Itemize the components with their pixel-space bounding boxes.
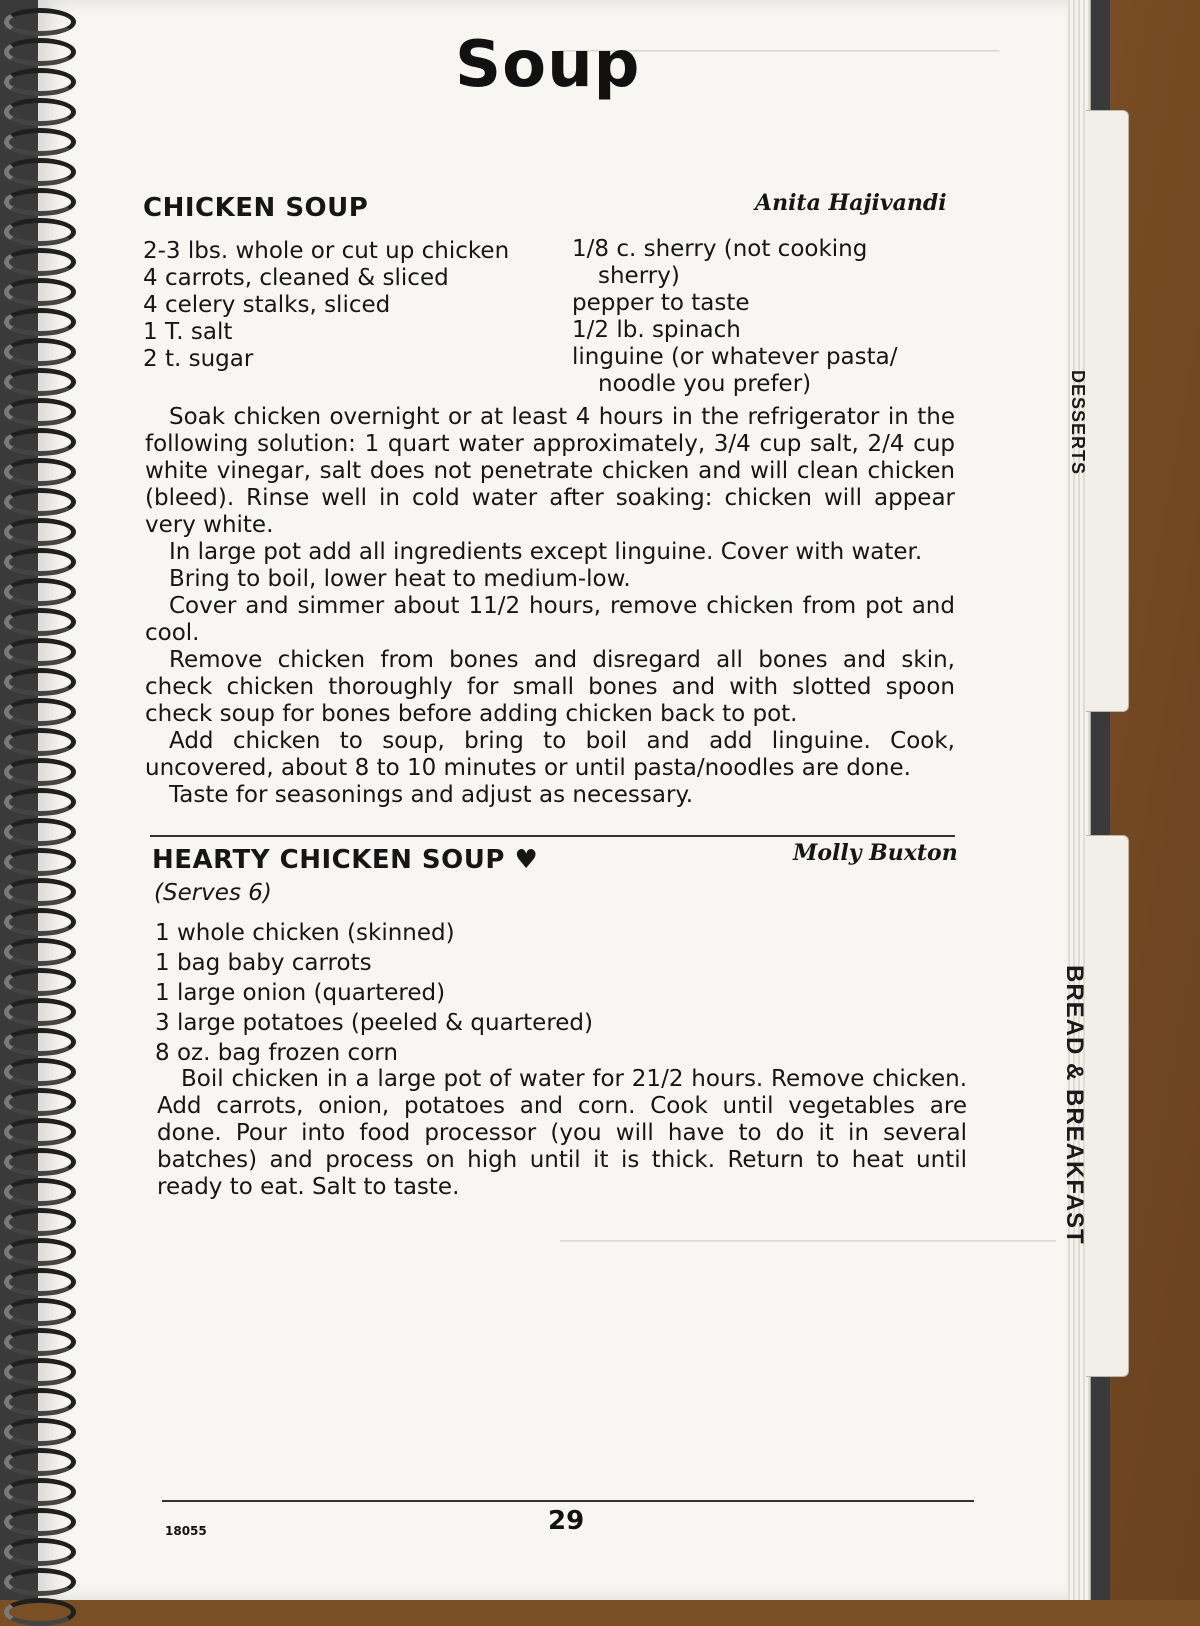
spiral-coil [4, 968, 76, 996]
spiral-coil [4, 248, 76, 276]
spiral-coil [4, 638, 76, 666]
show-through-text: ─────────────────────────────────── [560, 1230, 1056, 1252]
spiral-coil [4, 1538, 76, 1566]
tab-bread-breakfast[interactable] [1086, 835, 1129, 1377]
spiral-coil [4, 1598, 76, 1626]
spiral-coil [4, 998, 76, 1026]
ingredient-item: 3 large potatoes (peeled & quartered) [155, 1010, 593, 1036]
spiral-coil [4, 908, 76, 936]
spiral-coil [4, 158, 76, 186]
footer-rule [162, 1500, 974, 1502]
spiral-coil [4, 548, 76, 576]
recipe-directions: Boil chicken in a large pot of water for 21/2 hours. Remove chicken. Add carrots, onion, potatoes and corn. Cook until vegetables are done. Pour into food processor (you will have to do it in several batches) and process on high until it is thick. Return to heat until ready to eat. Salt to taste. [157, 1066, 967, 1200]
ingredient-item: 4 celery stalks, sliced [143, 292, 391, 318]
tab-label-bread-breakfast[interactable]: BREAD & BREAKFAST [1061, 965, 1088, 1245]
ingredient-item: 1/8 c. sherry (not cooking [572, 236, 868, 262]
spiral-coil [4, 1388, 76, 1416]
spiral-coil [4, 1238, 76, 1266]
ingredient-item: 8 oz. bag frozen corn [155, 1040, 398, 1066]
spiral-coil [4, 758, 76, 786]
ingredient-item: 1 whole chicken (skinned) [155, 920, 455, 946]
ingredient-item: 1 T. salt [143, 319, 233, 345]
ingredient-item: noodle you prefer) [598, 371, 812, 397]
spiral-coil [4, 578, 76, 606]
ingredient-item: 1 bag baby carrots [155, 950, 372, 976]
spiral-coil [4, 368, 76, 396]
spiral-coil [4, 8, 76, 36]
direction-step: In large pot add all ingredients except linguine. Cover with water. [169, 539, 923, 565]
spiral-coil [4, 1088, 76, 1116]
section-divider [150, 835, 955, 837]
spiral-coil [4, 1178, 76, 1206]
spiral-coil [4, 728, 76, 756]
tab-label-desserts[interactable]: DESSERTS [1068, 370, 1088, 476]
direction-step: Add chicken to soup, bring to boil and add linguine. Cook, uncovered, about 8 to 10 minutes or until pasta/noodles are done. [145, 728, 955, 781]
spiral-coil [4, 1568, 76, 1596]
ingredient-list-right [572, 236, 898, 398]
spiral-coil [4, 1028, 76, 1056]
spiral-coil [4, 878, 76, 906]
spiral-coil [4, 1298, 76, 1326]
spiral-coil [4, 1208, 76, 1236]
spiral-coil [4, 218, 76, 246]
page-number: 29 [548, 1506, 585, 1536]
spiral-coil [4, 1328, 76, 1356]
spiral-coil [4, 1268, 76, 1296]
spiral-coil [4, 128, 76, 156]
spiral-binding [0, 0, 80, 1600]
spiral-coil [4, 1508, 76, 1536]
spiral-coil [4, 308, 76, 336]
direction-step: Cover and simmer about 11/2 hours, remove chicken from pot and cool. [145, 593, 955, 646]
direction-step: Remove chicken from bones and disregard all bones and skin, check chicken thoroughly for small bones and with slotted spoon check soup for bones before adding chicken back to pot. [145, 647, 955, 727]
spiral-coil [4, 458, 76, 486]
ingredient-item: linguine (or whatever pasta/ [572, 344, 898, 370]
spiral-coil [4, 188, 76, 216]
spiral-coil [4, 518, 76, 546]
ingredient-item: pepper to taste [572, 290, 750, 316]
ingredient-item: sherry) [598, 263, 680, 289]
spiral-coil [4, 98, 76, 126]
recipe-directions [145, 404, 955, 809]
ingredient-list-left [143, 238, 509, 373]
spiral-coil [4, 488, 76, 516]
recipe-author: Molly Buxton [793, 840, 958, 866]
recipe-author: Anita Hajivandi [755, 190, 947, 216]
direction-step: Bring to boil, lower heat to medium-low. [169, 566, 631, 592]
spiral-coil [4, 278, 76, 306]
spiral-coil [4, 1478, 76, 1506]
spiral-coil [4, 338, 76, 366]
show-through-text: ─────────────────────────────── [560, 40, 1000, 62]
spiral-coil [4, 698, 76, 726]
direction-step: Taste for seasonings and adjust as necessary. [169, 782, 694, 808]
spiral-coil [4, 668, 76, 696]
print-code: 18055 [165, 1524, 207, 1538]
spiral-coil [4, 428, 76, 456]
spiral-coil [4, 818, 76, 846]
ingredient-item: 2-3 lbs. whole or cut up chicken [143, 238, 510, 264]
spiral-coil [4, 1058, 76, 1086]
page-title: Soup [455, 28, 641, 102]
recipe-serves: (Serves 6) [154, 880, 272, 906]
ingredient-item: 2 t. sugar [143, 346, 254, 372]
recipe-title: HEARTY CHICKEN SOUP ♥ [152, 845, 539, 875]
spiral-coil [4, 848, 76, 876]
ingredient-item: 1/2 lb. spinach [572, 317, 741, 343]
spiral-coil [4, 68, 76, 96]
direction-step: Soak chicken overnight or at least 4 hours in the refrigerator in the following solution: 1 quart water approximately, 3/4 cup salt, 2/4 cup white vinegar, salt does not penetrate chicken and will clean chicken (bleed). Rinse well in cold water after soaking: chicken will appear very white. [145, 404, 955, 538]
spiral-coil [4, 398, 76, 426]
ingredient-list [155, 918, 593, 1068]
spiral-coil [4, 1118, 76, 1146]
spiral-coil [4, 608, 76, 636]
spiral-coil [4, 1148, 76, 1176]
spiral-coil [4, 938, 76, 966]
ingredient-item: 1 large onion (quartered) [155, 980, 446, 1006]
spiral-coil [4, 788, 76, 816]
spiral-coil [4, 38, 76, 66]
tab-desserts[interactable] [1086, 110, 1129, 712]
recipe-title: CHICKEN SOUP [143, 193, 369, 223]
spiral-coil [4, 1358, 76, 1386]
spiral-coil [4, 1418, 76, 1446]
ingredient-item: 4 carrots, cleaned & sliced [143, 265, 449, 291]
spiral-coil [4, 1448, 76, 1476]
